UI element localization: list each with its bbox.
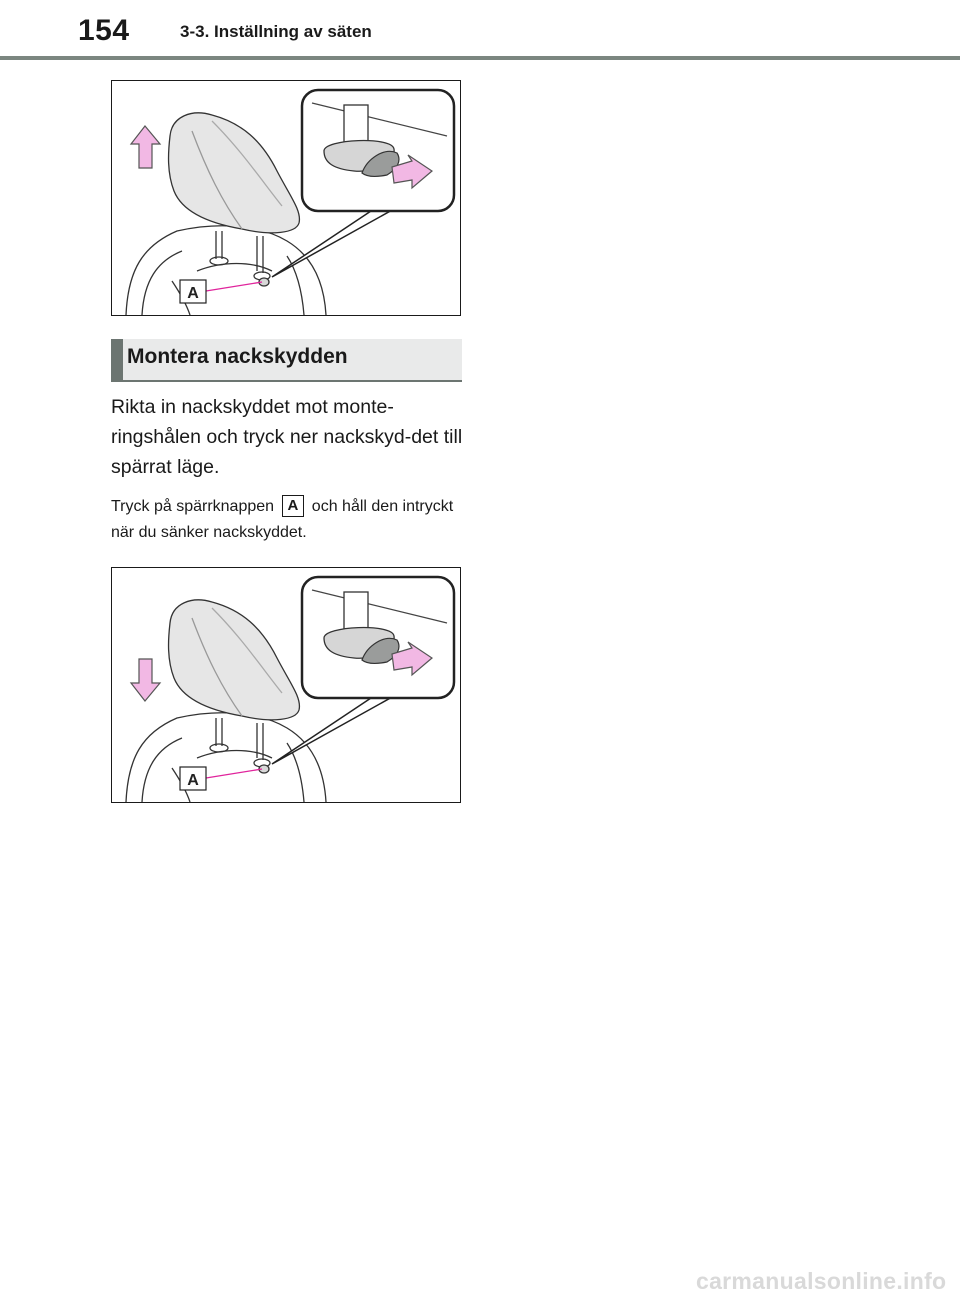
callout-leader-line bbox=[206, 769, 262, 778]
subsection-title: Montera nackskydden bbox=[127, 345, 348, 368]
remove-headrest-figure bbox=[111, 80, 461, 316]
section-title: 3-3. Inställning av säten bbox=[180, 22, 372, 41]
note-text-after: och håll den intryckt när du sänker nackskyddet. bbox=[111, 498, 454, 541]
callout-badge: A bbox=[282, 495, 305, 517]
zoom-detail bbox=[272, 577, 454, 764]
seat-illustration bbox=[126, 600, 326, 802]
zoom-detail bbox=[272, 90, 454, 277]
subsection-heading bbox=[111, 339, 462, 382]
callout-label: A bbox=[187, 772, 199, 789]
install-headrest-figure bbox=[111, 567, 461, 803]
callout-leader-line bbox=[206, 282, 262, 291]
instruction-note bbox=[111, 494, 466, 546]
down-arrow-icon bbox=[131, 659, 160, 701]
instruction-paragraph: Rikta in nackskyddet mot monte-ringshålen och tryck ner nackskyd-det till spärrat läge. bbox=[111, 396, 463, 478]
note-text-before: Tryck på spärrknappen bbox=[111, 498, 275, 515]
callout-label: A bbox=[187, 285, 199, 302]
up-arrow-icon bbox=[131, 126, 160, 168]
header-rule bbox=[0, 56, 960, 60]
watermark: carmanualsonline.info bbox=[696, 1268, 947, 1294]
page-number: 154 bbox=[78, 14, 130, 47]
heading-bar bbox=[111, 339, 123, 380]
